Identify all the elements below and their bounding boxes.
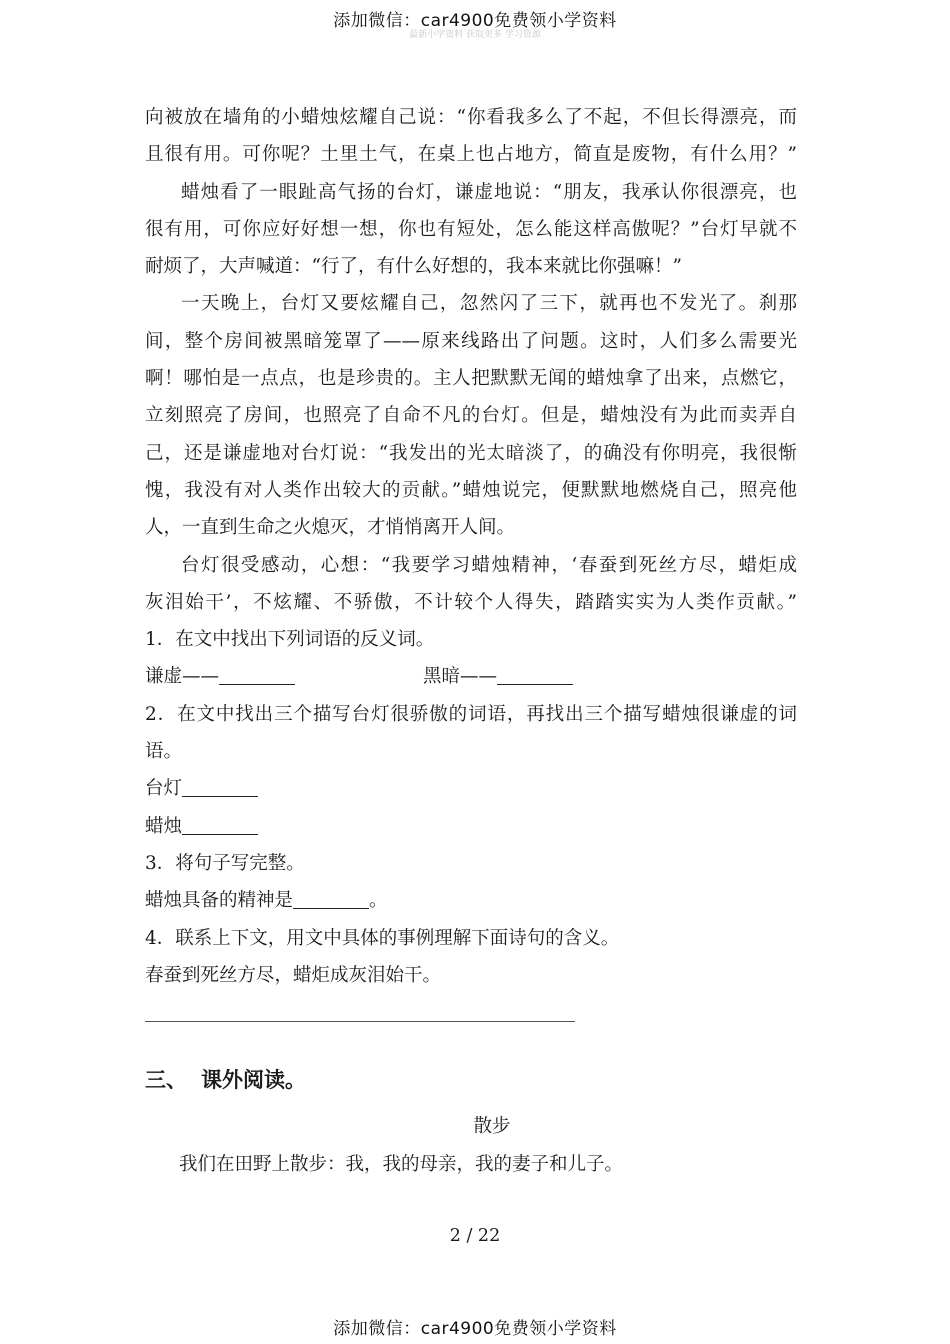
- section-title: 课外阅读。: [201, 1068, 306, 1092]
- passage-line: 立刻照亮了房间，也照亮了自命不凡的台灯。但是，蜡烛没有为此而卖弄自: [145, 405, 797, 427]
- faint-subtitle: 最新小学资料 获取更多 学习资源: [409, 30, 541, 40]
- question-2-cont: 语。: [145, 741, 183, 763]
- passage-line: 耐烦了，大声喊道：“行了，有什么好想的，我本来就比你强嘛！”: [145, 256, 682, 278]
- candle-label: 蜡烛: [145, 815, 183, 837]
- passage-line: 很有用，可你应好好想一想，你也有短处，怎么能这样高傲呢？”台灯早就不: [145, 218, 797, 240]
- answer-blank[interactable]: [293, 890, 369, 909]
- passage-line: 台灯很受感动，心想：“我要学习蜡烛精神，‘春蚕到死丝方尽，蜡炬成: [181, 554, 797, 576]
- passage-line: 一天晚上，台灯又要炫耀自己，忽然闪了三下，就再也不发光了。刹那: [181, 293, 797, 315]
- question-1-answers: [145, 658, 797, 695]
- section-heading: [145, 1064, 306, 1094]
- sentence-suffix: 。: [369, 890, 388, 912]
- antonym-prompt-dark: 黑暗——: [423, 666, 498, 688]
- passage-line: 愧，我没有对人类作出较大的贡献。”蜡烛说完，便默默地燃烧自己，照亮他: [145, 479, 797, 501]
- question-4-poem: 春蚕到死丝方尽，蜡炬成灰泪始干。: [145, 964, 442, 986]
- answer-blank[interactable]: [497, 666, 573, 685]
- story-first-line: 我们在田野上散步：我，我的母亲，我的妻子和儿子。: [179, 1154, 624, 1175]
- lamp-label: 台灯: [145, 778, 183, 800]
- answer-blank[interactable]: [182, 816, 258, 835]
- section-number: 三、: [145, 1068, 187, 1092]
- watermark-bottom: 添加微信：car4900免费领小学资料: [333, 1319, 617, 1339]
- passage-line: 蜡烛看了一眼趾高气扬的台灯，谦虚地说：“朋友，我承认你很漂亮，也: [181, 181, 797, 203]
- answer-line[interactable]: [145, 1021, 575, 1022]
- passage-line: 啊！哪怕是一点点，也是珍贵的。主人把默默无闻的蜡烛拿了出来，点燃它，: [145, 368, 797, 390]
- question-2: 2．在文中找出三个描写台灯很骄傲的词语，再找出三个描写蜡烛很谦虚的词: [145, 703, 797, 725]
- question-4: 4．联系上下文，用文中具体的事例理解下面诗句的含义。: [145, 927, 620, 949]
- sentence-prefix: 蜡烛具备的精神是: [145, 890, 294, 912]
- answer-blank[interactable]: [182, 778, 258, 797]
- story-title: 散步: [473, 1116, 511, 1137]
- question-2-candle: [145, 808, 797, 845]
- question-2-lamp: [145, 770, 797, 807]
- question-3-sentence: [145, 882, 797, 919]
- page-number: 2 / 22: [449, 1226, 501, 1246]
- passage-line: 灰泪始干’，不炫耀、不骄傲，不计较个人得失，踏踏实实为人类作贡献。”: [145, 591, 797, 613]
- question-1: 1．在文中找出下列词语的反义词。: [145, 629, 435, 651]
- passage-line: 且很有用。可你呢？土里土气，在桌上也占地方，简直是废物，有什么用？”: [145, 144, 797, 166]
- passage-line: 人，一直到生命之火熄灭，才悄悄离开人间。: [145, 517, 516, 539]
- passage-line: 间，整个房间被黑暗笼罩了——原来线路出了问题。这时，人们多么需要光: [145, 330, 797, 352]
- passage-and-questions: [145, 99, 797, 994]
- watermark-top: 添加微信：car4900免费领小学资料: [333, 11, 617, 31]
- passage-line: 己，还是谦虚地对台灯说：“我发出的光太暗淡了，的确没有你明亮，我很惭: [145, 442, 797, 464]
- passage-line: 向被放在墙角的小蜡烛炫耀自己说：“你看我多么了不起，不但长得漂亮，而: [145, 107, 797, 128]
- question-3: 3．将句子写完整。: [145, 852, 305, 874]
- antonym-prompt-humble: 谦虚——: [145, 666, 220, 688]
- answer-blank[interactable]: [219, 666, 295, 685]
